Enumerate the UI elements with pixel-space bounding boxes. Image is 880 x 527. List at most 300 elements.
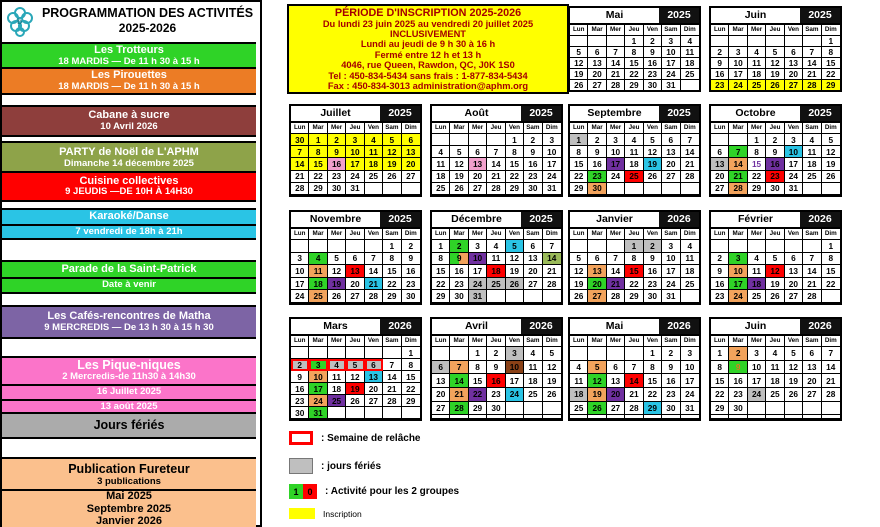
day-cell bbox=[309, 347, 327, 359]
weekday-label: Ven bbox=[644, 123, 662, 133]
day-cell: 31 bbox=[662, 80, 680, 91]
day-cell: 8 bbox=[711, 361, 729, 375]
day-cell: 6 bbox=[588, 253, 606, 266]
day-cell: 18 bbox=[803, 158, 821, 170]
day-cell: 27 bbox=[469, 183, 487, 195]
day-cell: 27 bbox=[588, 80, 606, 91]
day-cell: 17 bbox=[469, 265, 487, 278]
day-cell: 20 bbox=[785, 278, 803, 291]
day-cell: 25 bbox=[625, 171, 643, 183]
legend-relache-label: : Semaine de relâche bbox=[321, 432, 421, 444]
page-title-line2: 2025-2026 bbox=[118, 21, 177, 36]
day-cell: 1 bbox=[383, 240, 401, 253]
weekday-header-row bbox=[570, 336, 699, 347]
weekday-label: Dim bbox=[824, 26, 837, 33]
band-3-line-1: Dimanche 14 décembre 2025 bbox=[64, 157, 194, 169]
day-cell bbox=[328, 407, 346, 419]
day-cell: 22 bbox=[383, 278, 401, 291]
activity-band-7 bbox=[2, 305, 256, 339]
day-cell: 3 bbox=[662, 36, 680, 47]
day-cell: 4 bbox=[748, 253, 766, 266]
day-cell: 13 bbox=[785, 265, 803, 278]
weekday-label: Sam bbox=[383, 336, 401, 346]
weekday-label: Ven bbox=[785, 336, 803, 346]
legend-inscription-label: Inscription bbox=[323, 508, 362, 519]
day-cell: 8 bbox=[309, 146, 327, 158]
day-cell: 7 bbox=[487, 146, 505, 158]
day-cell: 18 bbox=[766, 374, 784, 388]
day-cell bbox=[785, 402, 803, 416]
day-cell: 18 bbox=[748, 69, 766, 80]
legend-deux-groupes-label: : Activité pour les 2 groupes bbox=[325, 486, 460, 497]
day-cell: 7 bbox=[450, 361, 468, 375]
activity-band-4 bbox=[2, 171, 256, 202]
day-cell: 30 bbox=[588, 183, 606, 195]
weekday-label: Lun bbox=[291, 229, 309, 239]
day-cell: 3 bbox=[729, 253, 747, 266]
weekday-header-row bbox=[711, 229, 840, 240]
weekday-label: Dim bbox=[545, 337, 558, 344]
weekday-label: Sam bbox=[662, 25, 680, 35]
weekday-label: Ven bbox=[644, 336, 662, 346]
day-cell: 21 bbox=[607, 278, 625, 291]
day-cell: 11 bbox=[570, 374, 588, 388]
day-cell: 26 bbox=[766, 80, 784, 91]
day-cell: 17 bbox=[309, 383, 327, 395]
day-cell: 29 bbox=[506, 183, 524, 195]
day-cell: 8 bbox=[506, 146, 524, 158]
weekday-label: Dim bbox=[404, 230, 417, 237]
day-cell: 6 bbox=[588, 47, 606, 58]
weekday-label: Mar bbox=[309, 229, 327, 239]
calendar-month-name: Octobre bbox=[735, 107, 776, 119]
day-cell: 22 bbox=[748, 171, 766, 183]
day-cell: 17 bbox=[346, 158, 364, 170]
day-cell: 12 bbox=[506, 253, 524, 266]
day-cell: 20 bbox=[785, 69, 803, 80]
calendar-year-badge: 2025 bbox=[659, 8, 699, 23]
day-cell: 19 bbox=[766, 278, 784, 291]
day-cell bbox=[711, 134, 729, 146]
weekday-label: Dim bbox=[683, 230, 696, 237]
day-cell bbox=[803, 415, 821, 419]
day-cell: 4 bbox=[803, 134, 821, 146]
calendar-novembre-2025 bbox=[289, 210, 422, 305]
weekday-label: Lun bbox=[711, 336, 729, 346]
band-11-line-0: Mai 2025 bbox=[106, 490, 152, 503]
day-cell: 29 bbox=[469, 402, 487, 416]
day-cell: 26 bbox=[346, 395, 364, 407]
day-cell: 9 bbox=[766, 146, 784, 158]
band-5-line-0: Karaoké/Danse bbox=[89, 210, 169, 223]
day-cell: 18 bbox=[524, 374, 542, 388]
day-cell: 8 bbox=[822, 253, 840, 266]
band-4-line-0: Cuisine collectives bbox=[79, 174, 179, 187]
band-0-line-1: 18 MARDIS — De 11 h 30 à 15 h bbox=[58, 55, 200, 67]
calendar-year-badge: 2025 bbox=[521, 212, 561, 227]
day-cell: 2 bbox=[402, 240, 420, 253]
day-cell: 25 bbox=[524, 388, 542, 402]
day-cell: 6 bbox=[346, 253, 364, 266]
day-cell: 14 bbox=[625, 374, 643, 388]
day-cell: 5 bbox=[644, 134, 662, 146]
weekday-label: Dim bbox=[404, 124, 417, 131]
legend-relache bbox=[289, 431, 421, 445]
day-cell: 7 bbox=[803, 253, 821, 266]
day-cell: 19 bbox=[543, 374, 561, 388]
day-cell: 21 bbox=[625, 388, 643, 402]
weekday-label: Ven bbox=[506, 229, 524, 239]
day-cell: 26 bbox=[570, 290, 588, 303]
day-cell: 29 bbox=[711, 402, 729, 416]
weekday-label: Mer bbox=[748, 25, 766, 35]
day-cell: 23 bbox=[766, 171, 784, 183]
day-cell bbox=[487, 134, 505, 146]
day-cell bbox=[803, 183, 821, 195]
day-cell: 28 bbox=[822, 388, 840, 402]
day-cell: 11 bbox=[766, 361, 784, 375]
band-2-line-0: Cabane à sucre bbox=[88, 109, 170, 122]
day-cell bbox=[748, 402, 766, 416]
day-cell: 10 bbox=[543, 146, 561, 158]
day-cell: 14 bbox=[487, 158, 505, 170]
day-cell bbox=[432, 134, 450, 146]
day-cell: 23 bbox=[402, 278, 420, 291]
calendar-month-name: Mai bbox=[605, 9, 624, 21]
day-cell: 13 bbox=[469, 158, 487, 170]
day-cell: 15 bbox=[822, 58, 840, 69]
day-cell: 28 bbox=[803, 80, 821, 91]
weekday-label: Mar bbox=[729, 25, 747, 35]
day-cell: 5 bbox=[570, 253, 588, 266]
day-cell: 14 bbox=[681, 146, 699, 158]
band-1-line-1: 18 MARDIS — De 11 h 30 à 15 h bbox=[58, 80, 200, 92]
day-cell: 3 bbox=[748, 347, 766, 361]
day-cell: 2 bbox=[766, 134, 784, 146]
day-cell: 27 bbox=[365, 395, 383, 407]
day-cell: 4 bbox=[487, 240, 505, 253]
day-cell bbox=[346, 240, 364, 253]
day-cell bbox=[432, 415, 450, 419]
band-8-line-1: 2 Mercredis-de 11h30 à 14h30 bbox=[62, 371, 196, 383]
day-cell: 11 bbox=[748, 58, 766, 69]
day-cell: 22 bbox=[822, 69, 840, 80]
weekday-label: Jeu bbox=[766, 123, 784, 133]
day-cell: 30 bbox=[450, 290, 468, 303]
inscription-phone: Tel : 450-834-5434 sans frais : 1-877-834-5434 bbox=[328, 70, 528, 81]
day-cell: 4 bbox=[766, 347, 784, 361]
weekday-label: Sam bbox=[662, 336, 680, 346]
day-cell: 7 bbox=[729, 146, 747, 158]
weekday-label: Ven bbox=[365, 123, 383, 133]
day-cell: 2 bbox=[291, 359, 309, 371]
calendar-month-name: Mars bbox=[323, 320, 348, 332]
inscription-hours: Lundi au jeudi de 9 h 30 à 16 h bbox=[360, 39, 496, 50]
day-cell: 6 bbox=[524, 240, 542, 253]
day-cell: 4 bbox=[570, 361, 588, 375]
day-cell: 28 bbox=[543, 278, 561, 291]
day-cell: 21 bbox=[487, 171, 505, 183]
day-cell: 26 bbox=[822, 171, 840, 183]
weekday-label: Jeu bbox=[346, 229, 364, 239]
day-cell: 9 bbox=[487, 361, 505, 375]
weekday-label: Lun bbox=[570, 123, 588, 133]
day-cell: 24 bbox=[662, 278, 680, 291]
day-cell: 12 bbox=[588, 374, 606, 388]
legend-deux-groupes bbox=[289, 484, 459, 499]
day-cell: 26 bbox=[644, 171, 662, 183]
day-cell: 30 bbox=[729, 402, 747, 416]
day-cell: 13 bbox=[803, 361, 821, 375]
day-cell: 24 bbox=[543, 171, 561, 183]
weekday-header-row bbox=[570, 229, 699, 240]
day-cell: 10 bbox=[346, 146, 364, 158]
weekday-label: Mar bbox=[450, 123, 468, 133]
day-cell: 31 bbox=[346, 183, 364, 195]
day-cell: 8 bbox=[402, 359, 420, 371]
day-cell: 12 bbox=[785, 361, 803, 375]
day-cell bbox=[588, 415, 606, 419]
day-cell: 14 bbox=[822, 361, 840, 375]
day-cell: 30 bbox=[662, 402, 680, 416]
day-cell: 9 bbox=[588, 146, 606, 158]
weekday-label: Ven bbox=[365, 336, 383, 346]
day-cell: 29 bbox=[402, 395, 420, 407]
day-cell: 4 bbox=[625, 134, 643, 146]
day-cell: 11 bbox=[681, 253, 699, 266]
day-cell: 9 bbox=[402, 253, 420, 266]
weekday-label: Sam bbox=[803, 123, 821, 133]
calendar-year-badge: 2026 bbox=[800, 319, 840, 334]
day-cell: 16 bbox=[766, 158, 784, 170]
day-cell: 14 bbox=[803, 265, 821, 278]
day-cell: 16 bbox=[644, 58, 662, 69]
day-cell: 10 bbox=[785, 146, 803, 158]
weekday-header-row bbox=[570, 123, 699, 134]
band-2-line-1: 10 Avril 2026 bbox=[100, 120, 158, 132]
day-cell: 14 bbox=[607, 58, 625, 69]
day-cell: 7 bbox=[383, 359, 401, 371]
weekday-label: Dim bbox=[683, 124, 696, 131]
day-cell: 31 bbox=[681, 402, 699, 416]
day-cell: 5 bbox=[346, 359, 364, 371]
day-cell: 26 bbox=[543, 388, 561, 402]
day-cell: 3 bbox=[729, 47, 747, 58]
weekday-label: Lun bbox=[711, 25, 729, 35]
day-cell: 6 bbox=[785, 47, 803, 58]
day-cell: 23 bbox=[328, 171, 346, 183]
day-cell bbox=[803, 402, 821, 416]
day-cell: 31 bbox=[662, 290, 680, 303]
day-cell: 22 bbox=[469, 388, 487, 402]
day-cell: 17 bbox=[662, 58, 680, 69]
day-cell bbox=[506, 415, 524, 419]
day-cell: 7 bbox=[543, 240, 561, 253]
day-cell: 16 bbox=[402, 265, 420, 278]
day-cell: 7 bbox=[291, 146, 309, 158]
day-cell: 4 bbox=[309, 253, 327, 266]
day-cell: 14 bbox=[729, 158, 747, 170]
day-cell: 28 bbox=[365, 290, 383, 303]
weekday-label: Mer bbox=[328, 336, 346, 346]
day-cell: 28 bbox=[383, 395, 401, 407]
day-cell: 3 bbox=[785, 134, 803, 146]
day-cell: 9 bbox=[328, 146, 346, 158]
inscription-fax-email: Fax : 450-834-3013 administration@aphm.org bbox=[327, 81, 529, 92]
day-cell: 15 bbox=[644, 374, 662, 388]
weekday-label: Jeu bbox=[346, 123, 364, 133]
weekday-header-row bbox=[570, 25, 699, 36]
calendar-month-name: Août bbox=[464, 107, 489, 119]
day-cell: 20 bbox=[524, 265, 542, 278]
day-cell: 20 bbox=[588, 278, 606, 291]
day-cell: 30 bbox=[524, 183, 542, 195]
legend-jours-feries bbox=[289, 458, 381, 474]
day-cell: 7 bbox=[365, 253, 383, 266]
day-cell bbox=[607, 415, 625, 419]
day-cell: 28 bbox=[625, 402, 643, 416]
day-cell: 2 bbox=[644, 240, 662, 253]
band-7-line-1: 9 MERCREDIS — De 13 h 30 à 15 h 30 bbox=[44, 321, 214, 333]
day-cell: 18 bbox=[365, 158, 383, 170]
day-cell: 25 bbox=[432, 183, 450, 195]
calendar-month-name: Décembre bbox=[451, 213, 502, 225]
day-cell: 10 bbox=[729, 58, 747, 69]
page-title-line1: PROGRAMMATION DES ACTIVITÉS bbox=[41, 5, 254, 20]
weekday-label: Sam bbox=[524, 123, 542, 133]
day-cell: 13 bbox=[662, 146, 680, 158]
day-cell: 25 bbox=[328, 395, 346, 407]
day-cell bbox=[729, 240, 747, 253]
weekday-label: Lun bbox=[570, 336, 588, 346]
day-cell bbox=[570, 347, 588, 361]
day-cell bbox=[803, 240, 821, 253]
day-cell: 21 bbox=[450, 388, 468, 402]
day-cell: 9 bbox=[711, 58, 729, 69]
day-cell: 11 bbox=[524, 361, 542, 375]
day-cell: 16 bbox=[450, 265, 468, 278]
day-cell: 29 bbox=[625, 290, 643, 303]
groupe-2-swatch: 0 bbox=[303, 484, 317, 499]
day-cell: 5 bbox=[506, 240, 524, 253]
weekday-label: Ven bbox=[785, 25, 803, 35]
day-cell: 6 bbox=[785, 253, 803, 266]
day-cell bbox=[681, 290, 699, 303]
day-cell: 30 bbox=[328, 183, 346, 195]
calendar-décembre-2025 bbox=[430, 210, 563, 305]
day-cell bbox=[506, 290, 524, 303]
day-cell: 1 bbox=[570, 134, 588, 146]
day-cell: 25 bbox=[309, 290, 327, 303]
calendar-year-badge: 2025 bbox=[380, 212, 420, 227]
band-10-line-0: Publication Fureteur bbox=[68, 462, 190, 477]
day-cell bbox=[729, 36, 747, 47]
day-cell: 9 bbox=[729, 361, 747, 375]
calendar-year-badge: 2025 bbox=[659, 106, 699, 121]
day-cell: 9 bbox=[291, 371, 309, 383]
groupe-1-swatch: 1 bbox=[289, 484, 303, 499]
day-cell: 8 bbox=[625, 253, 643, 266]
calendar-year-badge: 2025 bbox=[380, 106, 420, 121]
weekday-label: Lun bbox=[432, 336, 450, 346]
calendar-janvier-2026 bbox=[568, 210, 701, 305]
day-cell bbox=[383, 183, 401, 195]
day-cell: 14 bbox=[607, 265, 625, 278]
legend-inscription bbox=[289, 508, 362, 519]
day-cell: 21 bbox=[822, 374, 840, 388]
day-cell: 15 bbox=[383, 265, 401, 278]
day-cell: 10 bbox=[662, 47, 680, 58]
day-cell: 17 bbox=[291, 278, 309, 291]
day-cell: 5 bbox=[570, 47, 588, 58]
day-cell: 26 bbox=[450, 183, 468, 195]
day-cell: 1 bbox=[822, 240, 840, 253]
day-cell: 10 bbox=[291, 265, 309, 278]
day-cell: 18 bbox=[681, 58, 699, 69]
day-cell: 27 bbox=[662, 171, 680, 183]
day-cell: 24 bbox=[607, 171, 625, 183]
activity-band-0 bbox=[2, 42, 256, 70]
day-cell: 20 bbox=[402, 158, 420, 170]
weekday-label: Lun bbox=[570, 229, 588, 239]
weekday-label: Sam bbox=[383, 229, 401, 239]
weekday-label: Ven bbox=[506, 336, 524, 346]
weekday-label: Lun bbox=[291, 336, 309, 346]
day-cell: 28 bbox=[681, 171, 699, 183]
day-cell: 25 bbox=[748, 80, 766, 91]
band-10-line-1: 3 publications bbox=[97, 475, 161, 487]
day-cell: 14 bbox=[365, 265, 383, 278]
day-cell: 15 bbox=[711, 374, 729, 388]
day-cell bbox=[644, 183, 662, 195]
day-cell: 21 bbox=[607, 69, 625, 80]
day-cell bbox=[588, 347, 606, 361]
weekday-header-row bbox=[711, 123, 840, 134]
day-cell: 16 bbox=[662, 374, 680, 388]
weekday-label: Jeu bbox=[487, 123, 505, 133]
day-cell: 18 bbox=[681, 265, 699, 278]
day-cell: 13 bbox=[365, 371, 383, 383]
day-cell bbox=[625, 183, 643, 195]
day-cell bbox=[607, 183, 625, 195]
day-cell: 3 bbox=[346, 134, 364, 146]
day-cell: 30 bbox=[644, 290, 662, 303]
day-cell: 27 bbox=[803, 388, 821, 402]
day-cell: 25 bbox=[487, 278, 505, 291]
day-cell: 9 bbox=[644, 47, 662, 58]
day-cell: 27 bbox=[432, 402, 450, 416]
day-cell: 22 bbox=[402, 383, 420, 395]
day-cell: 30 bbox=[402, 290, 420, 303]
day-cell: 21 bbox=[291, 171, 309, 183]
weekday-label: Jeu bbox=[625, 229, 643, 239]
day-cell: 5 bbox=[785, 347, 803, 361]
day-cell bbox=[803, 36, 821, 47]
weekday-label: Sam bbox=[524, 336, 542, 346]
calendar-août-2025 bbox=[430, 104, 563, 197]
day-cell bbox=[570, 36, 588, 47]
day-cell: 16 bbox=[729, 374, 747, 388]
day-cell: 30 bbox=[644, 80, 662, 91]
day-cell: 1 bbox=[625, 240, 643, 253]
day-cell bbox=[469, 415, 487, 419]
band-9-line-0: Jours fériés bbox=[93, 418, 165, 433]
calendar-octobre-2025 bbox=[709, 104, 842, 197]
day-cell bbox=[365, 407, 383, 419]
band-1-line-0: Les Pirouettes bbox=[91, 69, 167, 82]
activity-band-5 bbox=[2, 208, 256, 240]
weekday-label: Sam bbox=[662, 123, 680, 133]
